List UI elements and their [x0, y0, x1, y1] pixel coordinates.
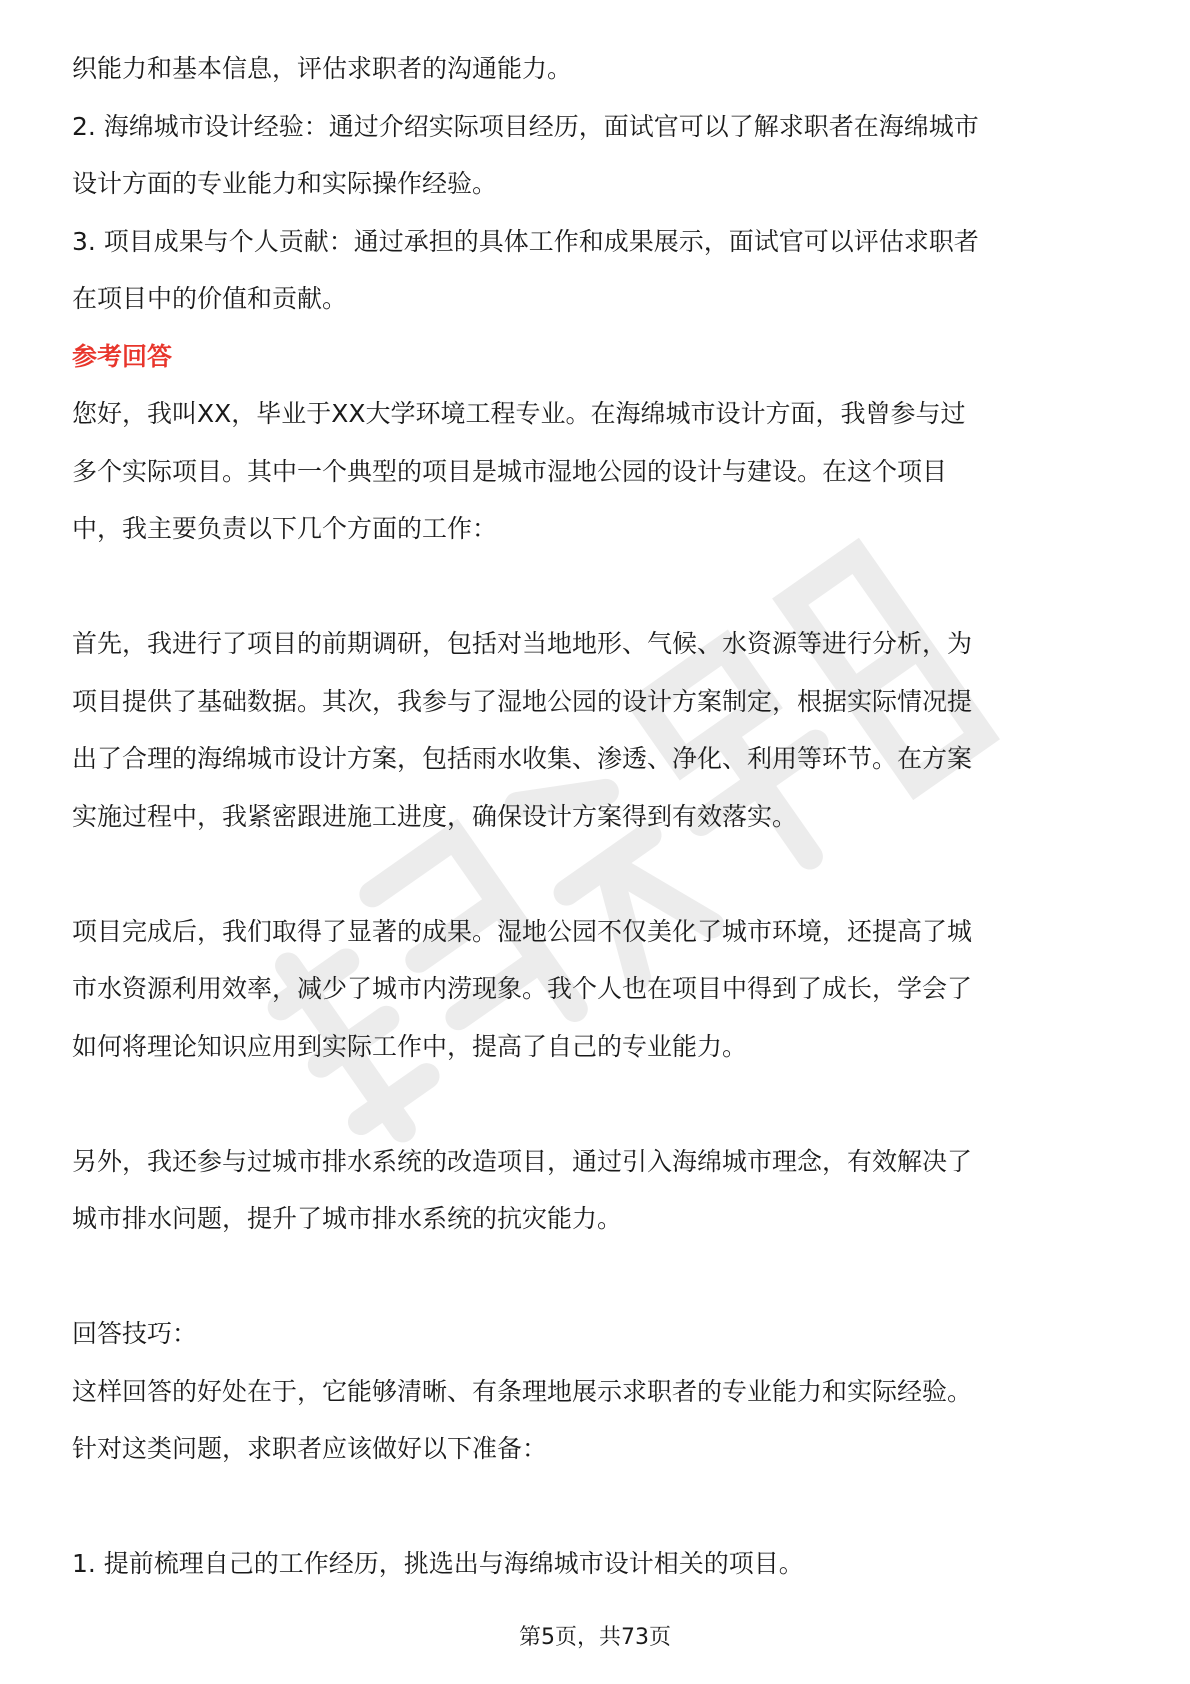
text-line: 2. 海绵城市设计经验：通过介绍实际项目经历，面试官可以了解求职者在海绵城市: [72, 111, 979, 141]
text-line: 如何将理论知识应用到实际工作中，提高了自己的专业能力。: [72, 1031, 748, 1061]
text-line: 另外，我还参与过城市排水系统的改造项目，通过引入海绵城市理念，有效解决了: [72, 1146, 973, 1176]
text-line: 城市排水问题，提升了城市排水系统的抗灾能力。: [72, 1204, 623, 1233]
subheading-line: 回答技巧：: [72, 1319, 198, 1348]
document-body: [72, 40, 1118, 1593]
text-line: 出了合理的海绵城市设计方案，包括雨水收集、渗透、净化、利用等环节。在方案: [72, 744, 973, 773]
text-line: 中，我主要负责以下几个方面的工作：: [72, 514, 498, 543]
blank-line: [72, 1075, 1118, 1133]
page-number-footer: 第5页，共73页: [519, 1625, 671, 1650]
text-line: 织能力和基本信息，评估求职者的沟通能力。: [72, 54, 573, 83]
blank-line: [72, 558, 1118, 616]
text-line: 3. 项目成果与个人贡献：通过承担的具体工作和成果展示，面试官可以评估求职者: [72, 226, 979, 256]
text-line: 首先，我进行了项目的前期调研，包括对当地地形、气候、水资源等进行分析，为: [72, 629, 973, 658]
text-line: 您好，我叫XX，毕业于XX大学环境工程专业。在海绵城市设计方面，我曾参与过: [72, 399, 966, 428]
blank-line: [72, 845, 1118, 903]
text-line: 项目提供了基础数据。其次，我参与了湿地公园的设计方案制定，根据实际情况提: [72, 686, 973, 716]
text-line: 在项目中的价值和贡献。: [72, 284, 348, 313]
text-line: 市水资源利用效率，减少了城市内涝现象。我个人也在项目中得到了成长，学会了: [72, 974, 973, 1003]
text-line: 针对这类问题，求职者应该做好以下准备：: [72, 1434, 548, 1463]
section-heading: 参考回答: [72, 341, 173, 371]
text-line: 实施过程中，我紧密跟进施工进度，确保设计方案得到有效落实。: [72, 801, 798, 831]
text-line: 1. 提前梳理自己的工作经历，挑选出与海绵城市设计相关的项目。: [72, 1549, 804, 1578]
text-line: 多个实际项目。其中一个典型的项目是城市湿地公园的设计与建设。在这个项目: [72, 456, 948, 486]
text-line: 项目完成后，我们取得了显著的成果。湿地公园不仅美化了城市环境，还提高了城: [72, 916, 973, 946]
text-line: 设计方面的专业能力和实际操作经验。: [72, 169, 498, 198]
blank-line: [72, 1478, 1118, 1536]
blank-line: [72, 1248, 1118, 1306]
text-line: 这样回答的好处在于，它能够清晰、有条理地展示求职者的专业能力和实际经验。: [72, 1376, 973, 1406]
